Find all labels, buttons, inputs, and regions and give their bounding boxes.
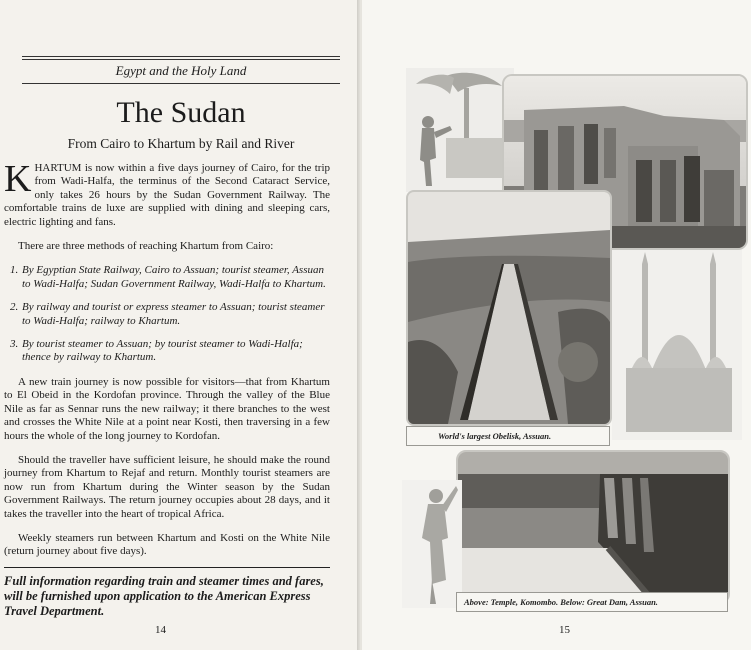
- drop-cap: K: [4, 158, 32, 200]
- article-body: [4, 158, 330, 570]
- intro-paragraph: [4, 158, 330, 229]
- mosque-vignette-icon: [612, 250, 742, 440]
- running-header: Egypt and the Holy Land: [115, 63, 247, 78]
- footer-note: Full information regarding train and steamer times and fares, will be furnished upon application to the American Express Travel Department.: [4, 574, 324, 618]
- great-dam-assuan-photo: [456, 450, 730, 604]
- intro-text: HARTUM is now within a five days journey of Cairo, for the trip from Wadi-Halfa, the terminus of the Second Cataract Service, only takes 26 hours by the Sudan Government Railway. The comfortable trains de luxe are supplied with dining and sleeping cars, electric lighting and fans.: [4, 162, 330, 228]
- method-number: 1.: [10, 264, 19, 277]
- page-subtitle: From Cairo to Khartum by Rail and River: [67, 136, 295, 151]
- header-rule-bottom: [22, 83, 340, 84]
- page-number-right: 15: [559, 624, 570, 636]
- page-number-left: 14: [155, 624, 166, 636]
- method-number: 2.: [10, 301, 19, 314]
- footer-rule: [4, 567, 330, 568]
- methods-intro: There are three methods of reaching Khartum from Cairo:: [18, 240, 274, 253]
- method-number: 3.: [10, 338, 19, 351]
- dancer-vignette-icon: [402, 480, 462, 608]
- methods-list: [4, 264, 330, 364]
- bottom-caption: Above: Temple, Komombo. Below: Great Dam, Assuan.: [464, 597, 658, 607]
- right-page: [362, 0, 751, 650]
- obelisk-assuan-photo: [406, 190, 612, 426]
- method-item-2: [10, 301, 330, 328]
- route-paragraph: A new train journey is now possible for visitors—that from Khartum to El Obeid in the Kordofan province. Through the valley of the Blue Nile as far as Sennar runs the new railway; it there branches to the west and crosses the White Nile at a point near Kosti, then traversing in a few hours the whole of the long journey to Kordofan.: [4, 375, 330, 442]
- header-rule-top-thin: [22, 59, 340, 60]
- left-page: [0, 0, 360, 650]
- leisure-paragraph: Should the traveller have sufficient leisure, he should make the round journey from Khartum to Rejaf and return. Monthly tourist steamers are now run from Khartum during the Winter season by the Sudan Government Railways. The return journey occupies about 28 days, and it takes the traveller into the heart of tropical Africa.: [4, 453, 330, 520]
- method-text: By tourist steamer to Assuan; by tourist steamer to Wadi-Halfa; thence by railway to Khartum.: [22, 338, 303, 364]
- method-item-1: [10, 264, 330, 291]
- method-text: By Egyptian State Railway, Cairo to Assuan; tourist steamer, Assuan to Wadi-Halfa; Sudan Government Railway, Wadi-Halfa to Khartum.: [22, 264, 326, 290]
- weekly-paragraph: Weekly steamers run between Khartum and Kosti on the White Nile (return journey about five days).: [4, 531, 330, 558]
- page-title: The Sudan: [116, 96, 246, 129]
- method-item-3: [10, 338, 330, 365]
- obelisk-caption: World's largest Obelisk, Assuan.: [438, 431, 552, 441]
- figure-vignette-icon: [406, 68, 514, 192]
- method-text: By railway and tourist or express steamer to Assuan; tourist steamer to Wadi-Halfa; railway to Khartum.: [22, 301, 325, 327]
- header-rule-top: [22, 56, 340, 57]
